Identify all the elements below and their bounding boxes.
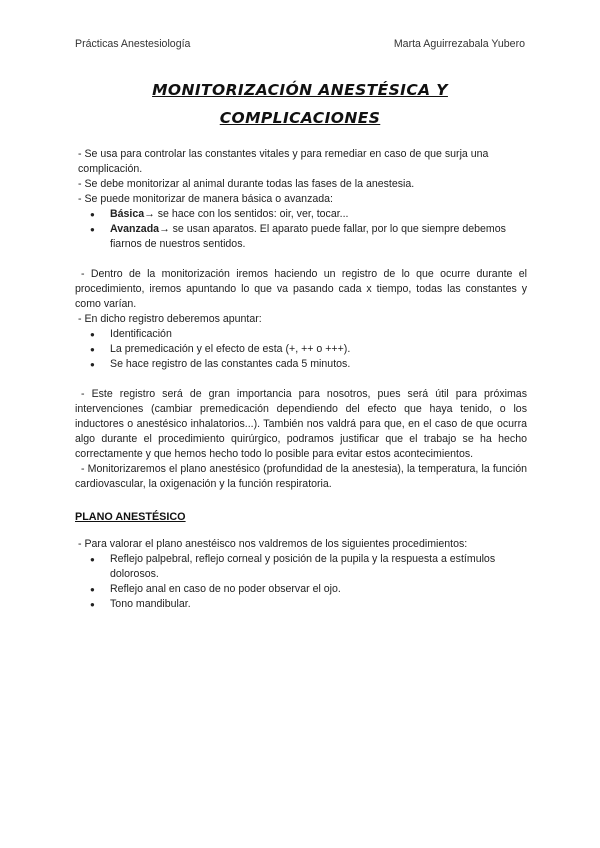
list-item: ● Tono mandibular. (110, 597, 527, 612)
list-item: ● Reflejo anal en caso de no poder observar el ojo. (110, 582, 527, 597)
importancia-paragraph-1: - Este registro será de gran importancia para nosotros, pues será útil para próximas intervenciones (cambiar premedicación dependiendo del efecto que haya tenido, o los inductores o anestésico inhalatorios...). También nos valdrá para que, en el caso de que ocurra algo durante el procedimiento quirúrgico, podramos justificar que el trabajo se ha hecho correctamente y que hemos hecho todo lo posible para evitar estos acontecimientos. (75, 388, 527, 460)
registro-paragraph-2: - En dicho registro deberemos apuntar: (78, 313, 262, 325)
header-course: Prácticas Anestesiología (75, 38, 191, 50)
list-item: ● Reflejo palpebral, reflejo corneal y posición de la pupila y la respuesta a estímulos dolorosos. (110, 552, 527, 582)
list-item-text: → se usan aparatos. El aparato puede fallar, por lo que siempre debemos fiarnos de nuestros sentidos. (110, 223, 506, 250)
plano-list (75, 552, 527, 612)
page-title (60, 76, 540, 132)
list-item: ● Identificación (110, 327, 527, 342)
list-item: ● Se hace registro de las constantes cada 5 minutos. (110, 357, 527, 372)
list-item: ● La premedicación y el efecto de esta (+, ++ o +++). (110, 342, 527, 357)
monitoring-types-list (75, 207, 527, 252)
plano-paragraph-1: - Para valorar el plano anestéisco nos valdremos de los siguientes procedimientos: (78, 538, 468, 550)
section-heading-plano: PLANO ANESTÉSICO (75, 511, 186, 523)
intro-paragraph-1: - Se usa para controlar las constantes vitales y para remediar en caso de que surja una complicación. (78, 148, 489, 175)
title-line-1: MONITORIZACIÓN ANESTÉSICA Y (152, 81, 448, 99)
intro-paragraph-2: - Se debe monitorizar al animal durante todas las fases de la anestesia. (78, 178, 415, 190)
document-body (75, 147, 527, 612)
title-line-2: COMPLICACIONES (219, 109, 381, 127)
intro-paragraph-3: - Se puede monitorizar de manera básica o avanzada: (78, 193, 333, 205)
list-item-text: → se hace con los sentidos: oir, ver, tocar... (144, 208, 349, 220)
importancia-paragraph-2: - Monitorizaremos el plano anestésico (profundidad de la anestesia), la temperatura, la función cardiovascular, la oxigenación y la función respiratoria. (75, 463, 527, 490)
list-item (110, 207, 527, 222)
registro-paragraph-1: - Dentro de la monitorización iremos haciendo un registro de lo que ocurre durante el procedimiento, iremos apuntando lo que va pasando cada x tiempo, todas las constantes y como varían. (75, 268, 527, 310)
page-header (75, 37, 525, 52)
registro-list (75, 327, 527, 372)
list-item-bold: Avanzada (110, 223, 160, 235)
list-item (110, 222, 527, 252)
list-item-bold: Básica (110, 208, 145, 220)
header-author: Marta Aguirrezabala Yubero (393, 38, 525, 50)
